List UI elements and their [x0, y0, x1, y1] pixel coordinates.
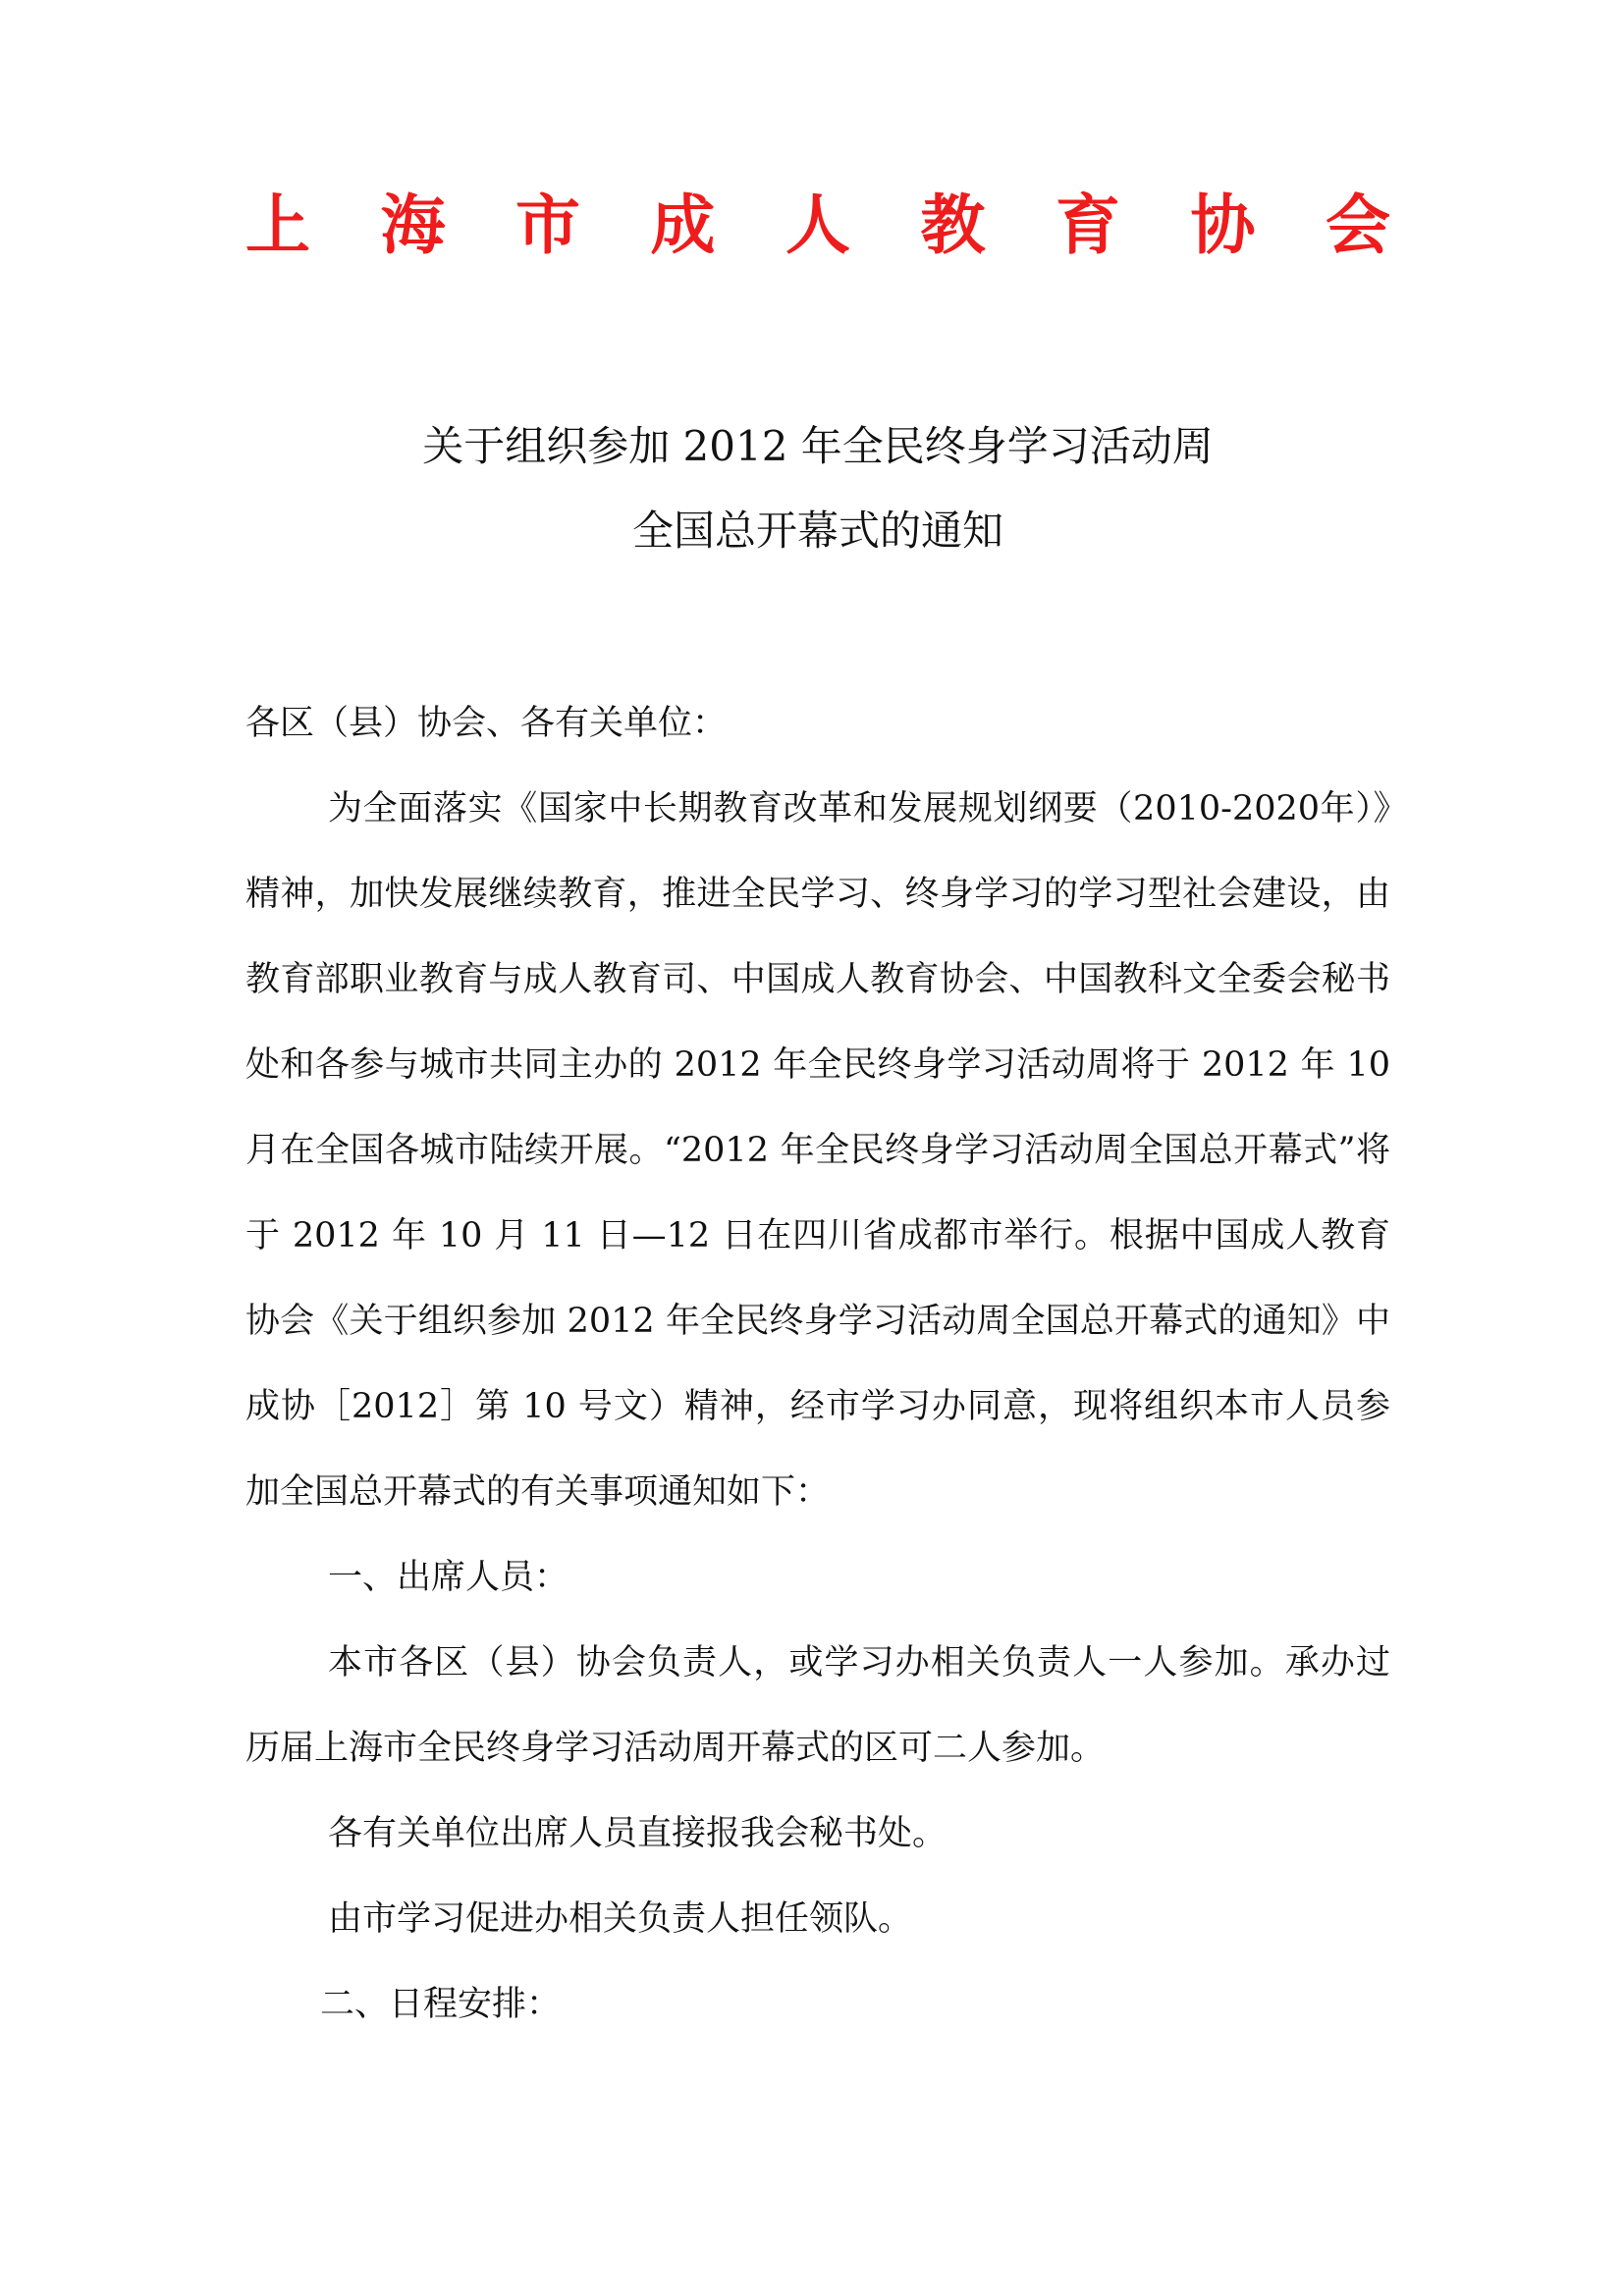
letterhead-char: 上: [245, 187, 310, 263]
section-1-paragraph-3: 由市学习促进办相关负责人担任领队。: [328, 1899, 913, 1939]
section-2-heading: 二、日程安排：: [320, 1985, 562, 2024]
section-1-paragraph-1: 本市各区（县）协会负责人，或学习办相关负责人一人参加。承办过历届上海市全民终身学习活动周开幕式的区可二人参加。: [245, 1643, 1390, 1768]
letterhead: [245, 187, 1390, 263]
salutation: 各区（县）协会、各有关单位：: [245, 704, 728, 743]
letterhead-char: 会: [1326, 187, 1390, 263]
document-title-line-1: 关于组织参加 2012 年全民终身学习活动周: [422, 422, 1214, 470]
letterhead-char: 教: [920, 187, 986, 263]
document-title-line-2: 全国总开幕式的通知: [631, 507, 1003, 555]
section-1-heading: 一、出席人员：: [328, 1558, 569, 1597]
section-1-paragraph-2: 各有关单位出席人员直接报我会秘书处。: [328, 1814, 947, 1853]
letterhead-char: 人: [785, 187, 850, 263]
letterhead-char: 海: [380, 187, 446, 263]
letterhead-char: 市: [515, 187, 580, 263]
document-body: [245, 681, 1390, 2048]
intro-paragraph: 为全面落实《国家中长期教育改革和发展规划纲要（2010-2020年）》精神，加快发展继续教育，推进全民学习、终身学习的学习型社会建设，由教育部职业教育与成人教育司、中国成人教育协会、中国教科文全委会秘书处和各参与城市共同主办的 2012 年全民终身学习活动周将于 2012 年 10 月在全国各城市陆续开展。“2012 年全民终身学习活动周全国总开幕式”将于 2012 年 10 月 11 日—12 日在四川省成都市举行。根据中国成人教育协会《关于组织参加 2012 年全民终身学习活动周全国总开幕式的通知》中成协［2012］第 10 号文）精神，经市学习办同意，现将组织本市人员参加全国总开幕式的有关事项通知如下：: [245, 789, 1390, 1512]
letterhead-char: 协: [1190, 187, 1256, 263]
letterhead-char: 育: [1056, 187, 1120, 263]
letterhead-char: 成: [650, 187, 716, 263]
